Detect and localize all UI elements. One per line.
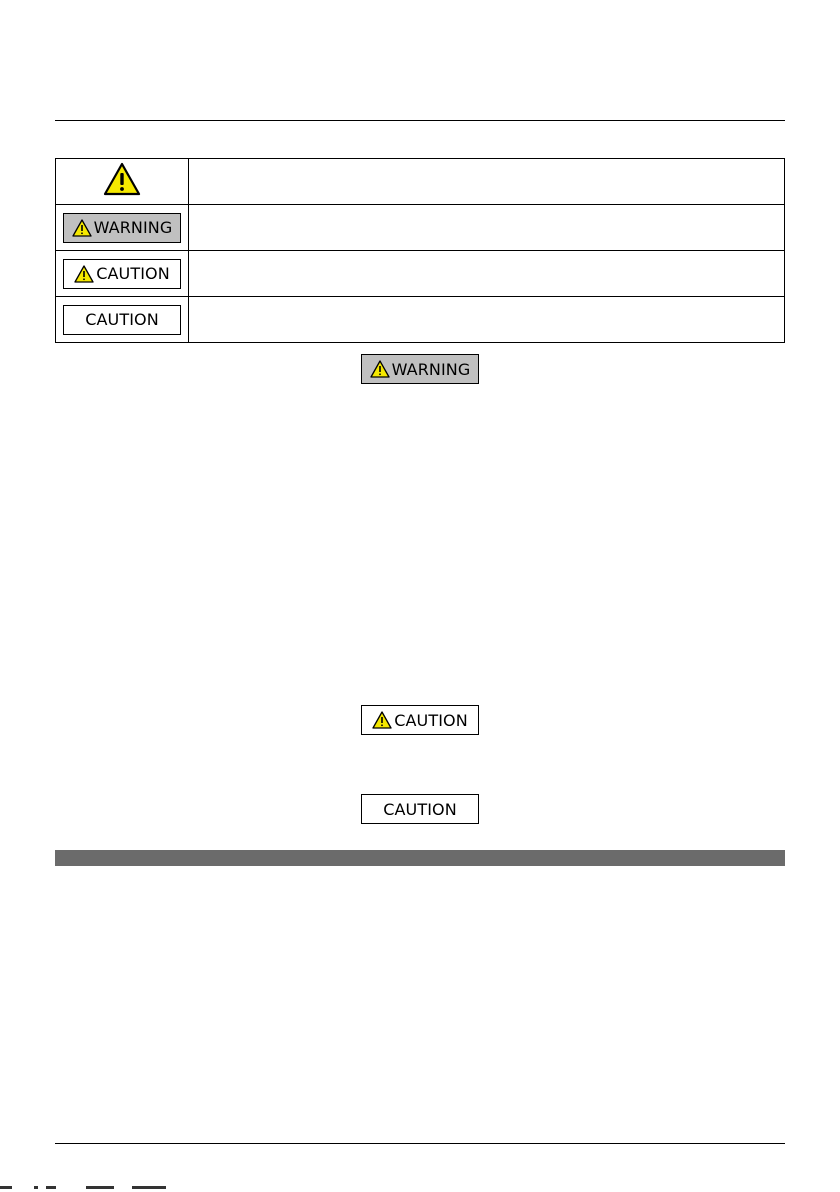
legend-row-notice bbox=[56, 297, 785, 343]
print-mark bbox=[46, 1186, 56, 1189]
caution-label-text: CAUTION bbox=[394, 710, 468, 730]
legend-symbol-cell bbox=[56, 205, 189, 251]
legend-row-caution bbox=[56, 251, 785, 297]
print-mark bbox=[132, 1186, 166, 1189]
warning-triangle-icon bbox=[103, 162, 141, 196]
caution-label bbox=[63, 259, 181, 289]
print-marks bbox=[0, 1184, 840, 1192]
notice-label bbox=[361, 794, 479, 824]
section-warning-heading bbox=[361, 354, 479, 384]
notice-label-text: CAUTION bbox=[85, 310, 159, 329]
legend-description bbox=[189, 251, 785, 297]
notice-label-text: CAUTION bbox=[383, 799, 457, 819]
legend-symbol-cell bbox=[56, 159, 189, 205]
caution-label bbox=[361, 705, 479, 735]
warning-triangle-icon bbox=[74, 265, 94, 283]
header-rule bbox=[55, 120, 785, 121]
warning-label-text: WARNING bbox=[391, 359, 471, 379]
footer-rule bbox=[55, 1143, 785, 1144]
warning-triangle-icon bbox=[72, 219, 92, 237]
legend-row-alert bbox=[56, 159, 785, 205]
warning-label-text: WARNING bbox=[93, 218, 173, 237]
warning-label bbox=[63, 213, 181, 243]
safety-symbols-table bbox=[55, 158, 785, 343]
caution-label-text: CAUTION bbox=[96, 264, 170, 283]
section-caution-heading bbox=[361, 705, 479, 735]
legend-symbol-cell bbox=[56, 251, 189, 297]
section-notice-heading bbox=[361, 794, 479, 824]
print-mark bbox=[0, 1186, 12, 1189]
legend-description bbox=[189, 205, 785, 251]
legend-symbol-cell bbox=[56, 297, 189, 343]
print-mark bbox=[34, 1186, 38, 1189]
legend-row-warning bbox=[56, 205, 785, 251]
warning-triangle-icon bbox=[370, 360, 390, 378]
warning-triangle-icon bbox=[372, 711, 392, 729]
section-divider-bar bbox=[55, 850, 785, 866]
print-mark bbox=[86, 1186, 114, 1189]
notice-label bbox=[63, 305, 181, 335]
legend-description bbox=[189, 159, 785, 205]
legend-description bbox=[189, 297, 785, 343]
warning-label bbox=[361, 354, 479, 384]
